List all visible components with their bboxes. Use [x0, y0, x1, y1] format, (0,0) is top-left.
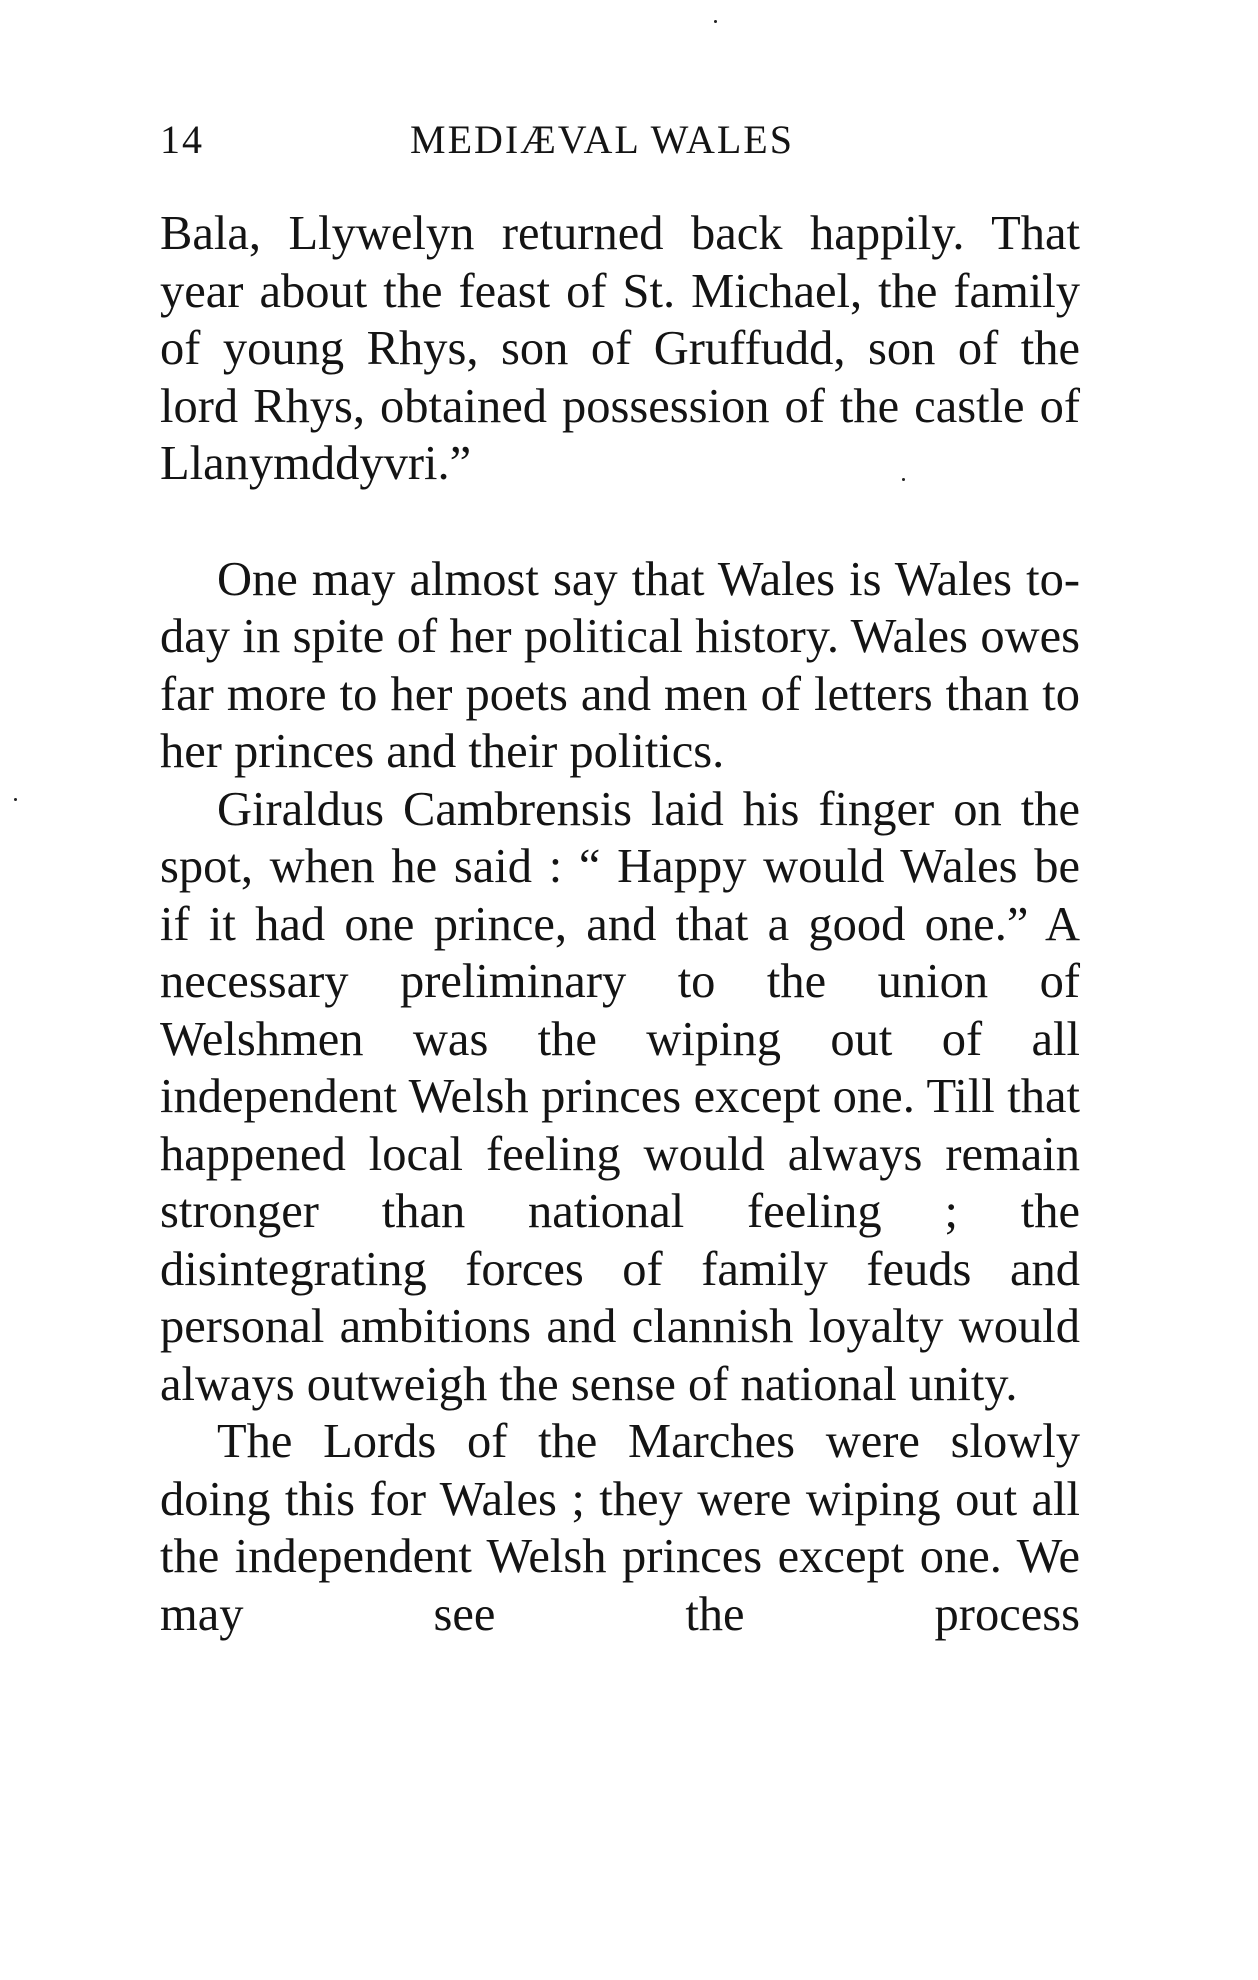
paragraph-quote-continuation: Bala, Llywelyn returned back happily. That year about the feast of St. Michael, the family of young Rhys, son of Gruffudd, son of the lord Rhys, obtained possession of the castle of Llanymddyvri.”	[160, 207, 1080, 490]
running-title: MEDIÆVAL WALES	[410, 117, 794, 162]
paper-speck	[714, 20, 717, 23]
paragraph-giraldus: Giraldus Cambrensis laid his finger on the spot, when he said : “ Happy would Wales be if it had one prince, and that a good one.” A necessary preliminary to the union of Welshmen was the wiping out of all independent Welsh princes except one. Till that happened local feeling would always remain stronger than national feeling ; the disintegrating forces of family feuds and personal ambitions and clannish loyalty would always outweigh the sense of national unity.	[160, 782, 1080, 1411]
body-text	[160, 205, 1080, 1643]
running-head	[160, 116, 1080, 176]
paper-speck	[902, 478, 905, 481]
paper-speck	[14, 798, 17, 801]
page-number: 14	[160, 117, 204, 162]
section-gap	[160, 493, 1080, 551]
paragraph-wales-today: One may almost say that Wales is Wales to-day in spite of her political history. Wales owes far more to her poets and men of letters than to her princes and their politics.	[160, 552, 1080, 778]
paragraph-lords-of-marches: The Lords of the Marches were slowly doing this for Wales ; they were wiping out all the independent Welsh princes except one. We may see the process	[160, 1415, 1080, 1641]
